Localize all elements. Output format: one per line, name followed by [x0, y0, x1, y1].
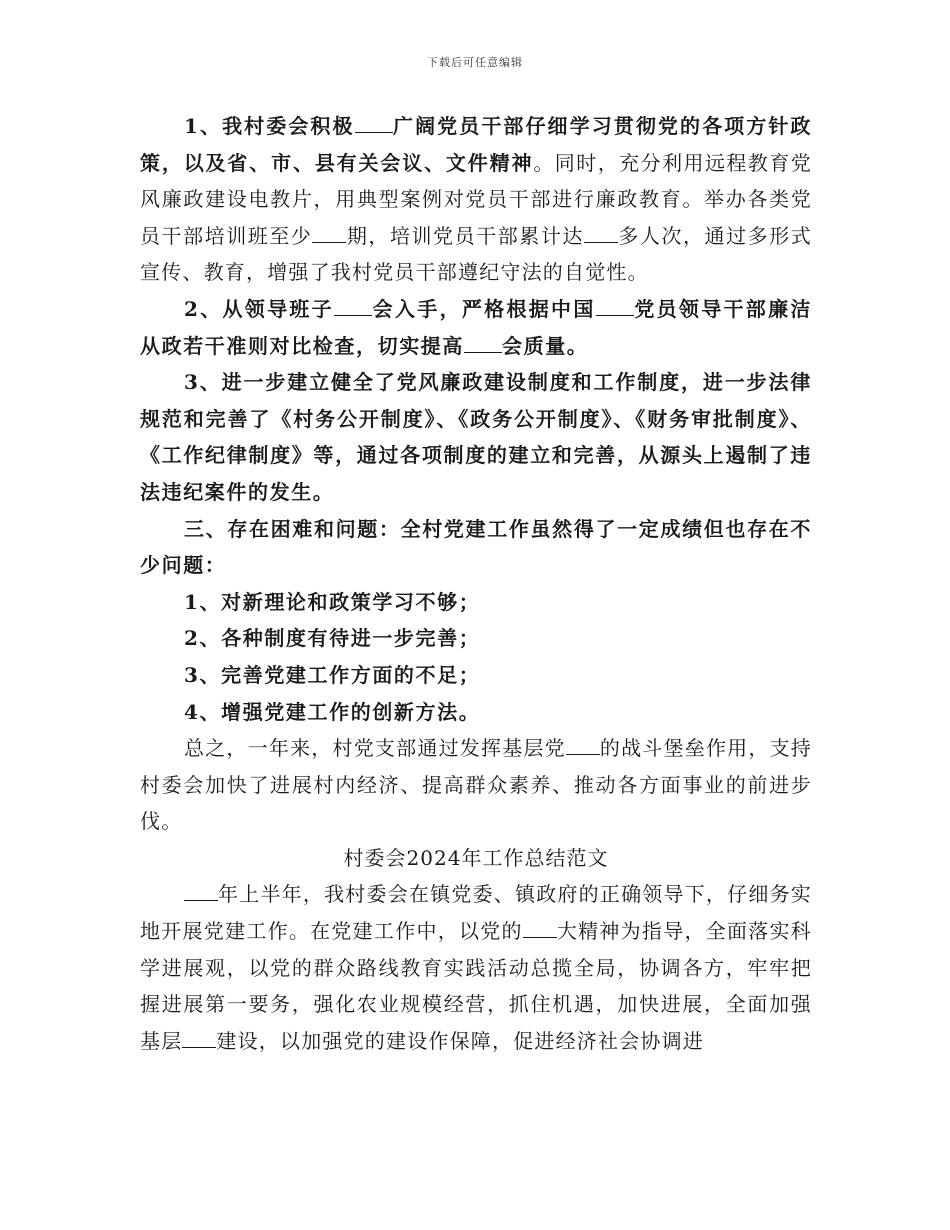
- conclusion-text-b: 的战斗堡垒作用，支持村委会加快了进展村内经济、提高群众素养、推动各方面事业的前进步伐。: [140, 736, 812, 834]
- paragraph-1-text-c: 多人次，通过多形式宣传、教育，增强了我村党员干部遵纪守法的自觉性。: [140, 223, 812, 285]
- paragraph-summary: [140, 876, 812, 1059]
- fill-blank: [464, 336, 502, 353]
- fill-blank: [566, 738, 600, 755]
- paragraph-1-text-a: 。同时，充分利用远程教育党风廉政建设电教片，用典型案例对党员干部进行廉政教育。举办各类党员干部培训班至少: [140, 150, 812, 248]
- fill-blank: [334, 299, 372, 316]
- summary-text-c: 建设，以加强党的建设作保障，促进经济社会协调进: [216, 1028, 705, 1053]
- fill-blank: [596, 299, 634, 316]
- fill-blank: [182, 1031, 216, 1048]
- paragraph-1: [140, 108, 812, 291]
- document-body: [140, 108, 812, 1059]
- paragraph-2-text-d: 会质量。: [502, 333, 589, 358]
- paragraph-3: 3、进一步建立健全了党风廉政建设制度和工作制度，进一步法律规范和完善了《村务公开制度》、《政务公开制度》、《财务审批制度》、《工作纪律制度》等，通过各项制度的建立和完善，从源头上遏制了违法违纪案件的发生。: [140, 370, 812, 504]
- paragraph-conclusion: [140, 730, 812, 840]
- paragraph-problems-heading: 三、存在困难和问题：全村党建工作虽然得了一定成绩但也存在不少问题：: [140, 516, 812, 578]
- paragraph-1-bold-b: 广阔党员干部仔细学习贯彻党的各项方针政策，以及省、市、县有关会议、文件精神: [140, 114, 812, 175]
- paragraph-2: [140, 291, 812, 364]
- conclusion-text-a: 总之，一年来，村党支部通过发挥基层党: [184, 736, 566, 761]
- summary-text-a: 年上半年，我村委会在镇党委、镇政府的正确领导下，仔细务实地开展党建工作。在党建工作中，以党的: [140, 882, 812, 944]
- problem-item-1: 1、对新理论和政策学习不够；: [184, 589, 481, 614]
- paragraph-1-text-b: 期，培训党员干部累计达: [346, 223, 584, 248]
- page-header-note: 下载后可任意编辑: [427, 56, 523, 69]
- paragraph-2-text-b: 会入手，严格根据中国: [371, 296, 596, 321]
- fill-blank: [312, 226, 346, 243]
- paragraph-1-bold-a: 1、我村委会积极: [184, 114, 355, 138]
- paragraph-2-text-c: 党员领导干部廉洁从政若干准则对比检查，切实提高: [140, 296, 812, 358]
- fill-blank: [355, 116, 393, 133]
- fill-blank: [184, 884, 218, 901]
- problem-item-2: 2、各种制度有待进一步完善；: [184, 626, 481, 651]
- fill-blank: [523, 921, 557, 938]
- problem-item-4: 4、增强党建工作的创新方法。: [184, 699, 481, 724]
- summary-text-b: 大精神为指导，全面落实科学进展观，以党的群众路线教育实践活动总揽全局，协调各方，牢牢把握进展第一要务，强化农业规模经营，抓住机遇，加快进展，全面加强基层: [140, 919, 812, 1053]
- section-title: 村委会2024年工作总结范文: [343, 845, 609, 870]
- problem-item-3: 3、完善党建工作方面的不足；: [184, 662, 481, 687]
- fill-blank: [584, 226, 618, 243]
- paragraph-2-text-a: 2、从领导班子: [184, 296, 334, 321]
